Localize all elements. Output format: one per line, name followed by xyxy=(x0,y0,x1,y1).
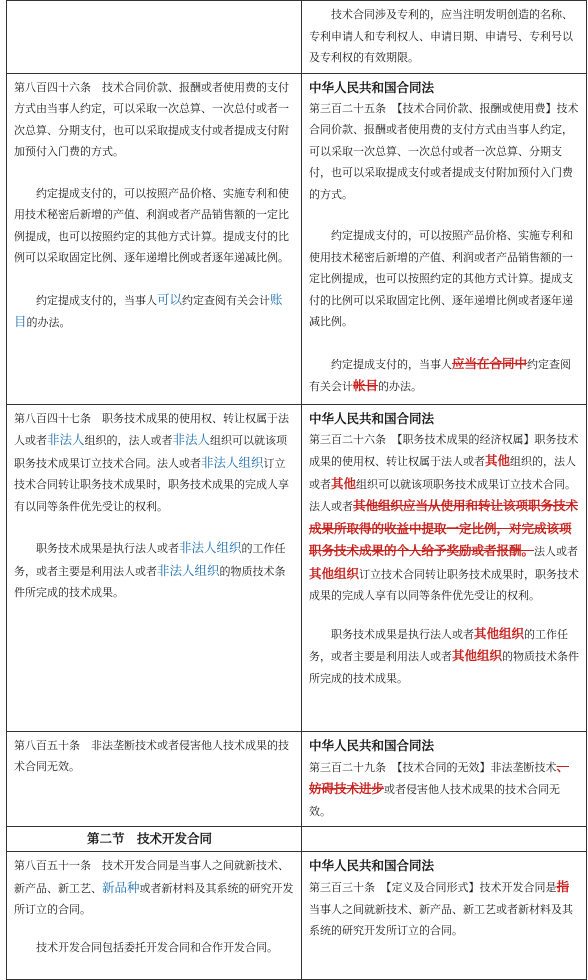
table-row xyxy=(7,1,587,74)
civil-code-cell xyxy=(7,404,302,731)
article-850: 第八百五十条 非法垄断技术或者侵害他人技术成果的技术合同无效。 xyxy=(14,738,289,773)
civil-code-cell xyxy=(7,852,302,980)
article-330 xyxy=(309,876,579,942)
article-326-p1 xyxy=(309,429,579,607)
text-span: 的办法。 xyxy=(378,380,423,393)
text-span: 组织可以就该项职务技术成果订立技术合同。法人或者 xyxy=(309,477,577,513)
comparison-table xyxy=(6,0,587,980)
highlight-blue: 非法人组织 xyxy=(157,562,220,578)
text-span: 订立技术合同转让职务技术成果时，职务技术成果的完成人享有以同等条件优先受让的权利。 xyxy=(309,567,580,602)
highlight-blue: 可以 xyxy=(157,291,183,307)
text-span: 组织可以就该项职务技术成果订立技术合同。法人或者 xyxy=(14,434,288,470)
article-329 xyxy=(309,756,579,823)
text-span: 或者新材料及其系统的研究开发所订立的合同。 xyxy=(14,881,294,916)
article-325-p1: 第三百二十五条 【技术合同价款、报酬或使用费】技术合同价款、报酬或者使用费的支付方式由当事人约定，可以采取一次总算、一次总付或者一次总算、分期支付，也可以采取提成支付或者提成支付附加预付入门费的方式。 xyxy=(309,101,579,201)
highlight-blue: 非法人组织 xyxy=(179,540,242,555)
text-span: 的工作任务，或者主要是利用法人或者 xyxy=(14,542,286,578)
contract-law-cell xyxy=(302,404,587,731)
changed-text: 其他组织 xyxy=(452,648,503,663)
article-851-p2: 技术开发合同包括委托开发合同和合作开发合同。 xyxy=(36,940,278,954)
deleted-text: 其他组织应当从使用和转让该项职务技术成果所取得的收益中提取一定比例，对完成该项职务技术成果的个人给予奖励或者报酬。 xyxy=(309,498,579,558)
deleted-text: 、妨碍技术进步 xyxy=(309,758,570,796)
contract-law-cell xyxy=(302,731,587,827)
section-row xyxy=(7,827,587,852)
text-span: 职务技术成果是执行法人或者 xyxy=(36,542,179,555)
article-325-p3 xyxy=(309,353,579,398)
contract-law-cell xyxy=(302,852,587,980)
contract-law-title: 中华人民共和国合同法 xyxy=(309,79,435,95)
highlight-blue: 非法人 xyxy=(47,432,85,447)
patent-note-text: 技术合同涉及专利的，应当注明发明创造的名称、专利申请人和专利权人、申请日期、申请号、专利号以及专利权的有效期限。 xyxy=(309,8,573,64)
text-span: 约定提成支付的，当事人 xyxy=(36,293,157,307)
article-326-p2 xyxy=(309,623,579,690)
article-846-p1: 第八百四十六条 技术合同价款、报酬或者使用费的支付方式由当事人约定，可以采取一次总算、一次总付或者一次总算、分期支付，也可以采取提成支付或者提成支付附加预付入门费的方式。 xyxy=(14,80,289,158)
text-span: 当事人之间就新技术、新产品、新工艺或者新材料及其系统的研究开发所订立的合同。 xyxy=(309,902,573,937)
text-span: 第八百四十七条 职务技术成果的使用权、转让权属于法人或者 xyxy=(14,411,289,447)
highlight-blue: 非法人 xyxy=(172,432,211,447)
article-325-p2: 约定提成支付的，可以按照产品价格、实施专利和使用技术秘密后新增的产值、利润或者产品销售额的一定比例提成，也可以按照约定的其他方式计算。提成支付的比例可以采取固定比例、逐年递增比例或者逐年递减比例。 xyxy=(309,229,573,328)
text-span: 第三百二十六条 【职务技术成果的经济权属】职务技术成果的使用权、转让权属于法人或者 xyxy=(309,432,579,468)
text-span: 或者侵害他人技术成果的技术合同无效。 xyxy=(309,783,561,818)
text-span: 约定提成支付的，当事人 xyxy=(331,357,452,371)
highlight-blue: 非法人组织 xyxy=(201,454,264,470)
changed-text: 其他 xyxy=(331,475,357,491)
table-row xyxy=(7,73,587,404)
changed-text: 其他组织 xyxy=(474,625,525,641)
text-span: 组织的，法人或者 xyxy=(84,434,173,447)
right-cell xyxy=(302,1,587,74)
article-847-p1 xyxy=(14,408,294,518)
table-row xyxy=(7,731,587,827)
article-846-p2: 约定提成支付的，可以按照产品价格、实施专利和使用技术秘密后新增的产值、利润或者产品销售额的一定比例提成，也可以按照约定的其他方式计算。提成支付的比例可以采取固定比例、逐年递增比例或者逐年递减比例。 xyxy=(14,186,289,264)
text-span: 的工作任务，或者主要是利用法人或者 xyxy=(309,627,569,663)
article-847-p2 xyxy=(14,537,294,604)
left-cell xyxy=(7,1,302,74)
text-span: 订立技术合同转让职务技术成果时，职务技术成果的完成人享有以同等条件优先受让的权利。 xyxy=(14,456,289,513)
contract-law-cell xyxy=(302,73,587,404)
deleted-text: 帐目 xyxy=(353,378,379,393)
civil-code-cell xyxy=(7,731,302,827)
contract-law-title: 中华人民共和国合同法 xyxy=(309,737,435,753)
text-span: 第八百五十一条 技术开发合同是当事人之间就新技术、新产品、新工艺、 xyxy=(14,859,289,895)
contract-law-title: 中华人民共和国合同法 xyxy=(309,410,435,426)
text-span: 组织的，法人或者 xyxy=(309,455,577,491)
deleted-text: 指 xyxy=(556,879,570,894)
table-row xyxy=(7,852,587,980)
article-851-p1 xyxy=(14,855,294,921)
text-span: 的办法。 xyxy=(26,316,71,329)
law-comparison-page xyxy=(6,0,584,972)
changed-text: 其他 xyxy=(485,453,511,468)
text-span: 的物质技术条件所完成的技术成果。 xyxy=(309,650,580,685)
section-empty-cell xyxy=(302,827,587,852)
deleted-text: 应当在合同中 xyxy=(452,355,528,371)
text-span: 职务技术成果是执行法人或者 xyxy=(331,627,474,641)
article-846-p3 xyxy=(14,289,294,334)
highlight-blue: 账目 xyxy=(14,291,283,329)
table-row xyxy=(7,404,587,731)
text-span: 约定查阅有关会计 xyxy=(309,357,572,393)
text-span: 约定查阅有关会计 xyxy=(182,293,271,307)
text-span: 的物质技术条件所完成的技术成果。 xyxy=(14,564,286,599)
text-span: 第三百二十九条 【技术合同的无效】非法垄断技术 xyxy=(309,760,557,774)
highlight-blue: 新品种 xyxy=(102,879,140,895)
section-title: 第二节 技术开发合同 xyxy=(7,827,302,852)
text-span: 法人或者 xyxy=(534,545,579,558)
contract-law-title: 中华人民共和国合同法 xyxy=(309,858,435,873)
changed-text: 其他组织 xyxy=(309,565,360,581)
text-span: 第三百三十条 【定义及合同形式】技术开发合同是 xyxy=(309,881,557,894)
civil-code-cell xyxy=(7,73,302,404)
